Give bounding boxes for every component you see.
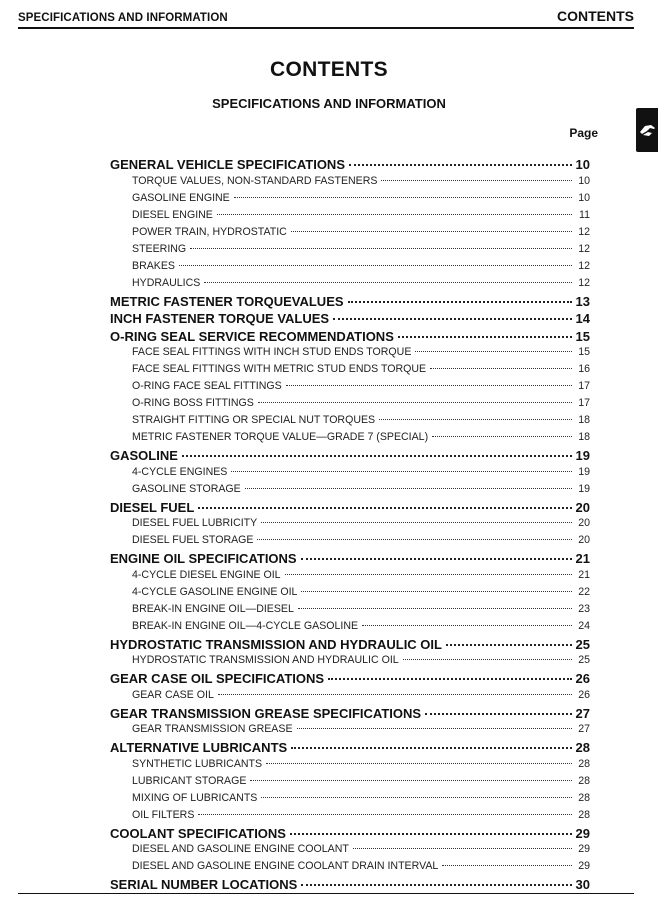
- dot-leader: [245, 488, 572, 489]
- toc-entry-page: 27: [575, 705, 590, 721]
- toc-entry-page: 12: [578, 225, 590, 238]
- dot-leader: [198, 507, 571, 509]
- dot-leader: [348, 301, 572, 303]
- toc-section-entry[interactable]: [110, 448, 590, 466]
- page-subtitle: SPECIFICATIONS AND INFORMATION: [212, 96, 446, 111]
- toc-entry-label: ENGINE OIL SPECIFICATIONS: [110, 551, 297, 566]
- dot-leader: [261, 522, 572, 523]
- toc-entry-label: DIESEL FUEL LUBRICITY: [132, 517, 258, 529]
- toc-subsection-entry[interactable]: [110, 534, 590, 551]
- toc-entry-label: O-RING FACE SEAL FITTINGS: [132, 380, 282, 392]
- toc-entry-label: INCH FASTENER TORQUE VALUES: [110, 311, 330, 326]
- running-header: [18, 6, 634, 24]
- dot-leader: [285, 574, 572, 575]
- toc-entry-page: 15: [575, 328, 590, 344]
- toc-entry-label: 4-CYCLE ENGINES: [132, 465, 228, 478]
- dot-leader: [231, 471, 572, 472]
- toc-entry-label: COOLANT SPECIFICATIONS: [110, 825, 286, 841]
- toc-entry-page: 17: [578, 380, 590, 392]
- toc-section-entry[interactable]: [110, 329, 590, 347]
- toc-entry-label: STRAIGHT FITTING OR SPECIAL NUT TORQUES: [132, 414, 376, 426]
- toc-subsection-entry[interactable]: [110, 243, 590, 260]
- toc-subsection-entry[interactable]: [110, 483, 590, 500]
- dot-leader: [290, 833, 572, 835]
- toc-entry-label: POWER TRAIN, HYDROSTATIC: [132, 225, 287, 238]
- dot-leader: [297, 728, 572, 729]
- toc-subsection-entry[interactable]: [110, 809, 590, 826]
- toc-subsection-entry[interactable]: [110, 209, 590, 226]
- dot-leader: [353, 848, 572, 849]
- dot-leader: [328, 678, 571, 680]
- toc-subsection-entry[interactable]: [110, 689, 590, 706]
- toc-subsection-entry[interactable]: [110, 226, 590, 243]
- toc-entry-page: 21: [575, 551, 590, 566]
- toc-entry-page: 29: [575, 825, 590, 841]
- toc-subsection-entry[interactable]: [110, 723, 590, 740]
- dot-leader: [432, 436, 572, 437]
- dot-leader: [291, 747, 571, 749]
- toc-entry-label: FACE SEAL FITTINGS WITH INCH STUD ENDS TORQUE: [132, 346, 412, 358]
- toc-section-entry[interactable]: [110, 294, 590, 312]
- toc-entry-label: 4-CYCLE GASOLINE ENGINE OIL: [132, 585, 298, 598]
- toc-entry-page: 20: [578, 534, 590, 546]
- toc-entry-label: O-RING SEAL SERVICE RECOMMENDATIONS: [110, 328, 394, 344]
- toc-entry-label: METRIC FASTENER TORQUE VALUE—GRADE 7 (SPECIAL): [132, 431, 429, 443]
- toc-entry-page: 18: [578, 414, 590, 426]
- toc-subsection-entry[interactable]: [110, 654, 590, 671]
- toc-entry-page: 19: [578, 465, 590, 478]
- dot-leader: [301, 884, 571, 886]
- toc-entry-page: 18: [578, 431, 590, 443]
- toc-entry-label: GEAR CASE OIL SPECIFICATIONS: [110, 671, 325, 686]
- toc-entry-label: GEAR CASE OIL: [132, 688, 214, 701]
- toc-entry-label: DIESEL AND GASOLINE ENGINE COOLANT: [132, 843, 349, 855]
- toc-subsection-entry[interactable]: [110, 586, 590, 603]
- footer-rule: [18, 893, 634, 894]
- toc-entry-page: 16: [578, 363, 590, 375]
- toc-subsection-entry[interactable]: [110, 758, 590, 775]
- toc-subsection-entry[interactable]: [110, 431, 590, 448]
- toc-entry-label: SERIAL NUMBER LOCATIONS: [110, 877, 298, 892]
- toc-subsection-entry[interactable]: [110, 397, 590, 414]
- toc-subsection-entry[interactable]: [110, 277, 590, 294]
- dot-leader: [250, 780, 572, 781]
- dot-leader: [301, 591, 572, 592]
- toc-section-entry[interactable]: [110, 877, 590, 895]
- toc-entry-label: HYDROSTATIC TRANSMISSION AND HYDRAULIC OIL: [110, 636, 442, 652]
- dot-leader: [291, 231, 572, 232]
- toc-entry-page: 29: [578, 860, 590, 872]
- toc-entry-page: 30: [575, 877, 590, 892]
- dot-leader: [349, 164, 572, 166]
- toc-entry-page: 29: [578, 843, 590, 855]
- toc-entry-label: MIXING OF LUBRICANTS: [132, 791, 258, 804]
- toc-entry-label: GASOLINE: [110, 448, 178, 463]
- toc-section-entry[interactable]: [110, 637, 590, 655]
- toc-subsection-entry[interactable]: [110, 260, 590, 277]
- toc-entry-page: 25: [575, 636, 590, 652]
- dot-leader: [362, 625, 572, 626]
- toc-subsection-entry[interactable]: [110, 517, 590, 534]
- toc-entry-page: 28: [578, 808, 590, 821]
- toc-entry-label: METRIC FASTENER TORQUEVALUES: [110, 293, 344, 309]
- toc-entry-page: 12: [578, 259, 590, 272]
- dot-leader: [381, 180, 572, 181]
- dot-leader: [425, 713, 571, 715]
- toc-entry-page: 25: [578, 654, 590, 666]
- dot-leader: [398, 336, 572, 338]
- toc-entry-page: 19: [578, 482, 590, 495]
- dot-leader: [257, 539, 572, 540]
- dot-leader: [415, 351, 572, 352]
- toc-entry-page: 24: [578, 619, 590, 632]
- toc-entry-page: 28: [578, 774, 590, 787]
- dot-leader: [198, 814, 572, 815]
- running-header-chapter: CONTENTS: [557, 8, 634, 24]
- toc-subsection-entry[interactable]: [110, 175, 590, 192]
- toc-entry-page: 21: [578, 568, 590, 581]
- toc-subsection-entry[interactable]: [110, 380, 590, 397]
- page-title: CONTENTS: [270, 58, 388, 81]
- dot-leader: [446, 644, 572, 646]
- toc-entry-page: 23: [578, 602, 590, 615]
- toc-subsection-entry[interactable]: [110, 603, 590, 620]
- toc-entry-label: DIESEL ENGINE: [132, 208, 213, 221]
- dot-leader: [204, 282, 572, 283]
- toc-subsection-entry[interactable]: [110, 346, 590, 363]
- dot-leader: [301, 558, 572, 560]
- dot-leader: [379, 419, 572, 420]
- toc-entry-label: DIESEL AND GASOLINE ENGINE COOLANT DRAIN INTERVAL: [132, 860, 439, 872]
- toc-entry-page: 19: [575, 448, 590, 463]
- dot-leader: [298, 608, 572, 609]
- toc-section-entry[interactable]: [110, 157, 590, 175]
- table-of-contents: [110, 157, 590, 895]
- dot-leader: [261, 797, 572, 798]
- toc-entry-page: 10: [575, 157, 590, 172]
- dot-leader: [430, 368, 572, 369]
- toc-entry-label: GASOLINE ENGINE: [132, 191, 230, 204]
- header-rule: [18, 27, 634, 29]
- toc-entry-page: 11: [579, 208, 590, 221]
- dot-leader: [179, 265, 572, 266]
- dot-leader: [218, 694, 572, 695]
- toc-entry-page: 15: [578, 346, 590, 358]
- toc-entry-label: HYDRAULICS: [132, 276, 201, 289]
- toc-entry-page: 12: [578, 242, 590, 255]
- toc-subsection-entry[interactable]: [110, 860, 590, 877]
- toc-entry-label: OIL FILTERS: [132, 808, 195, 821]
- toc-entry-page: 28: [578, 757, 590, 770]
- toc-entry-label: FACE SEAL FITTINGS WITH METRIC STUD ENDS TORQUE: [132, 363, 427, 375]
- side-tab: [636, 108, 658, 152]
- toc-entry-label: GEAR TRANSMISSION GREASE: [132, 723, 293, 735]
- toc-entry-page: 10: [578, 174, 590, 187]
- toc-entry-label: DIESEL FUEL: [110, 499, 195, 515]
- toc-section-entry[interactable]: [110, 311, 590, 329]
- toc-subsection-entry[interactable]: [110, 569, 590, 586]
- toc-entry-page: 22: [578, 585, 590, 598]
- dot-leader: [403, 659, 572, 660]
- toc-subsection-entry[interactable]: [110, 466, 590, 483]
- toc-section-entry[interactable]: [110, 706, 590, 724]
- toc-subsection-entry[interactable]: [110, 363, 590, 380]
- dot-leader: [234, 197, 572, 198]
- toc-entry-label: HYDROSTATIC TRANSMISSION AND HYDRAULIC OIL: [132, 654, 399, 666]
- dot-leader: [266, 763, 572, 764]
- toc-entry-label: GASOLINE STORAGE: [132, 482, 241, 495]
- toc-entry-label: DIESEL FUEL STORAGE: [132, 534, 254, 546]
- toc-entry-label: BRAKES: [132, 259, 175, 272]
- toc-section-entry[interactable]: [110, 826, 590, 844]
- toc-entry-page: 10: [578, 191, 590, 204]
- toc-section-entry[interactable]: [110, 671, 590, 689]
- tractor-icon: [639, 120, 656, 138]
- toc-entry-page: 14: [575, 311, 590, 326]
- toc-entry-page: 17: [578, 397, 590, 409]
- dot-leader: [286, 385, 572, 386]
- toc-entry-label: 4-CYCLE DIESEL ENGINE OIL: [132, 568, 281, 581]
- toc-section-entry[interactable]: [110, 500, 590, 518]
- toc-entry-page: 20: [575, 499, 590, 515]
- toc-subsection-entry[interactable]: [110, 192, 590, 209]
- dot-leader: [333, 318, 571, 320]
- toc-subsection-entry[interactable]: [110, 620, 590, 637]
- toc-entry-page: 26: [578, 688, 590, 701]
- toc-entry-label: BREAK-IN ENGINE OIL—DIESEL: [132, 602, 294, 615]
- toc-entry-label: GEAR TRANSMISSION GREASE SPECIFICATIONS: [110, 705, 422, 721]
- toc-section-entry[interactable]: [110, 740, 590, 758]
- toc-section-entry[interactable]: [110, 551, 590, 569]
- dot-leader: [217, 214, 572, 215]
- toc-entry-page: 12: [578, 276, 590, 289]
- toc-entry-label: GENERAL VEHICLE SPECIFICATIONS: [110, 157, 345, 172]
- toc-entry-label: SYNTHETIC LUBRICANTS: [132, 757, 263, 770]
- toc-entry-label: ALTERNATIVE LUBRICANTS: [110, 740, 288, 755]
- toc-entry-page: 26: [575, 671, 590, 686]
- page-column-label: Page: [569, 126, 598, 140]
- dot-leader: [182, 455, 572, 457]
- dot-leader: [442, 865, 572, 866]
- toc-entry-page: 13: [575, 293, 590, 309]
- toc-entry-label: LUBRICANT STORAGE: [132, 774, 247, 787]
- toc-entry-page: 28: [575, 740, 590, 755]
- toc-subsection-entry[interactable]: [110, 414, 590, 431]
- toc-entry-label: O-RING BOSS FITTINGS: [132, 397, 254, 409]
- toc-subsection-entry[interactable]: [110, 775, 590, 792]
- toc-subsection-entry[interactable]: [110, 843, 590, 860]
- toc-entry-page: 28: [578, 791, 590, 804]
- toc-entry-page: 27: [578, 723, 590, 735]
- toc-subsection-entry[interactable]: [110, 792, 590, 809]
- toc-entry-page: 20: [578, 517, 590, 529]
- dot-leader: [258, 402, 572, 403]
- toc-entry-label: BREAK-IN ENGINE OIL—4-CYCLE GASOLINE: [132, 619, 359, 632]
- toc-entry-label: TORQUE VALUES, NON-STANDARD FASTENERS: [132, 174, 378, 187]
- toc-entry-label: STEERING: [132, 242, 187, 255]
- running-header-section: SPECIFICATIONS AND INFORMATION: [18, 12, 228, 24]
- dot-leader: [190, 248, 572, 249]
